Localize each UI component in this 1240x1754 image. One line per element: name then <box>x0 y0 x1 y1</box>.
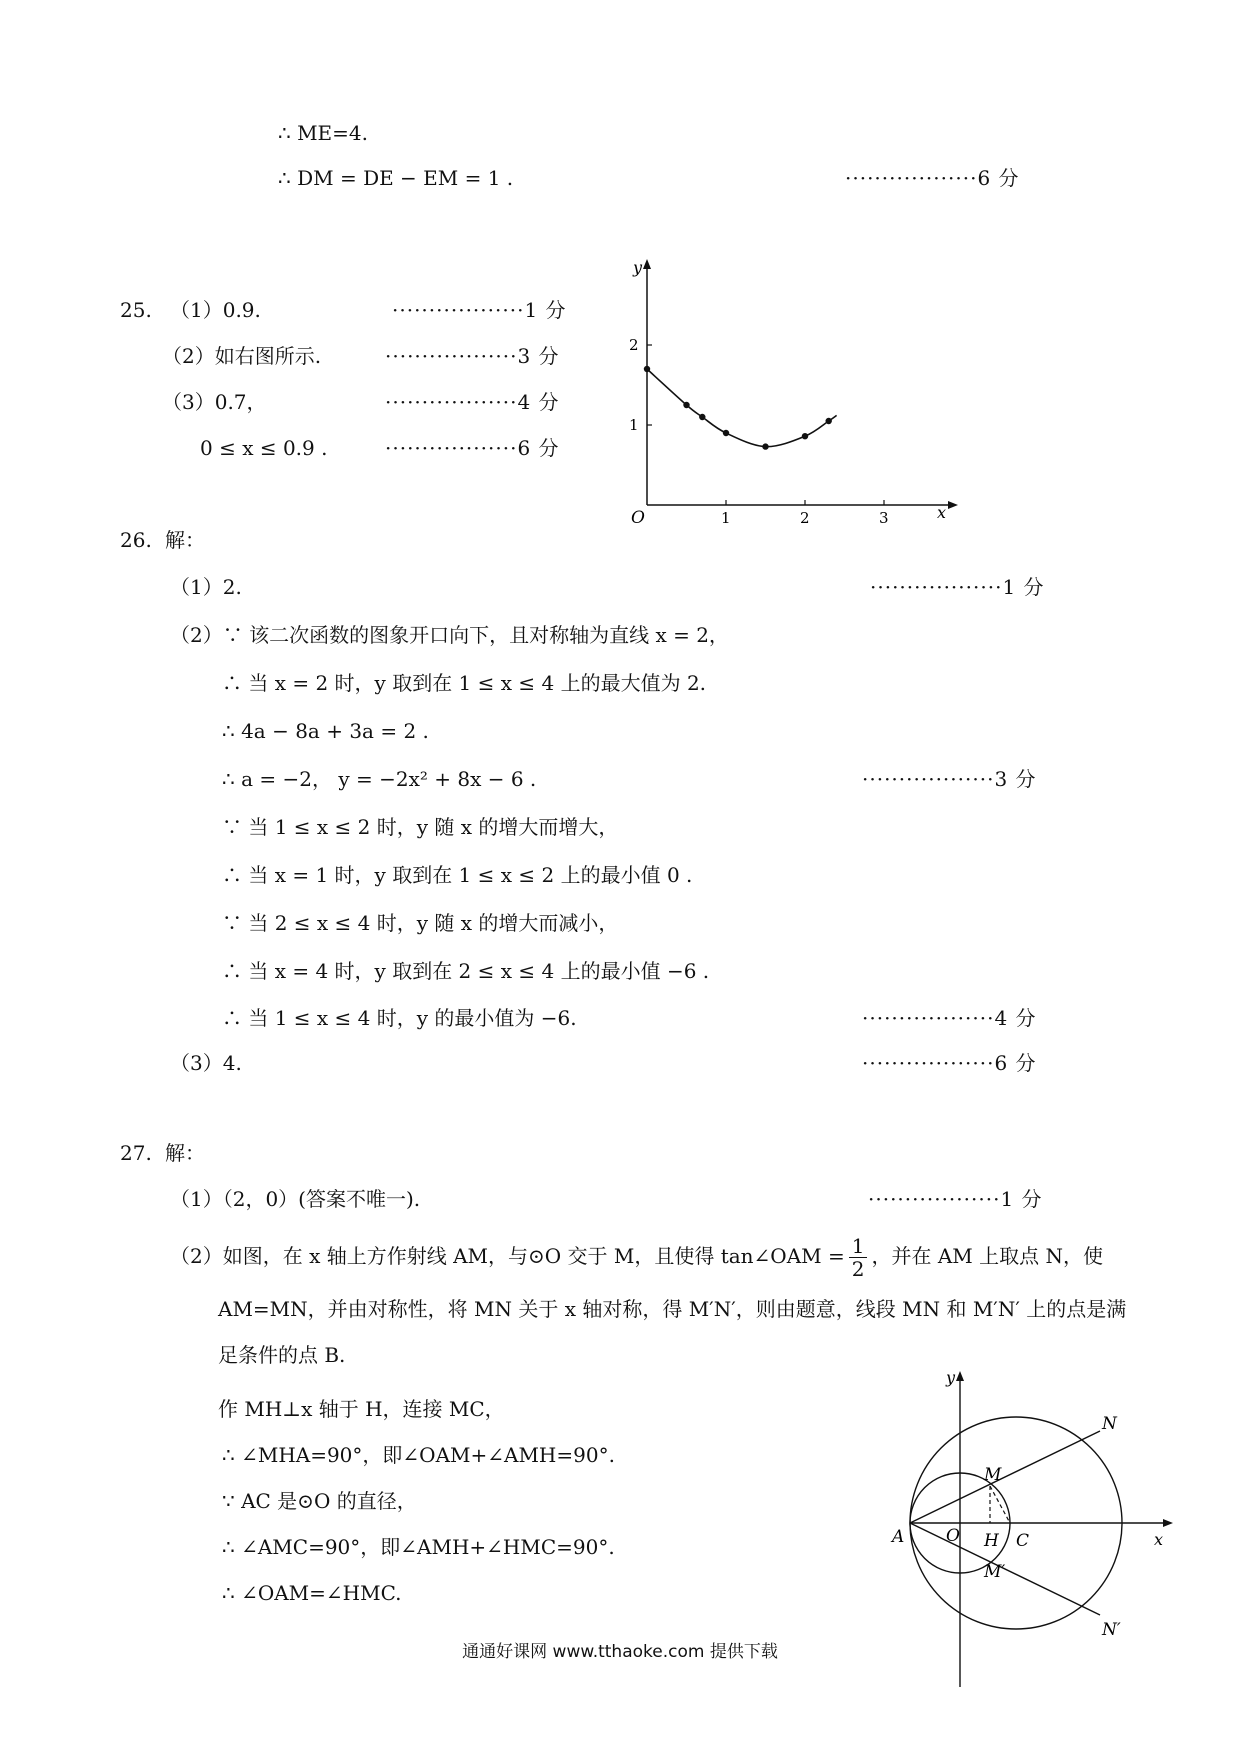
q25-item-4: 0 ≤ x ≤ 0.9 . <box>200 436 328 460</box>
score-dots: ·················· <box>385 390 518 414</box>
score-dots: ·················· <box>862 1006 995 1030</box>
prev-score <box>845 165 1020 191</box>
data-point <box>683 402 689 408</box>
q26-line-8: ∴ 当 x = 4 时，y 取到在 2 ≤ x ≤ 4 上的最小值 −6 . <box>222 959 710 983</box>
q27-line-5: ∴ ∠OAM=∠HMC. <box>222 1581 402 1605</box>
score-value: 1 分 <box>1000 1187 1043 1211</box>
x-axis-label: x <box>937 503 947 522</box>
q25-score-2 <box>385 343 560 369</box>
q26-label: 26. <box>120 528 152 552</box>
q26-line-4: ∴ a = −2， y = −2x² + 8x − 6 . <box>222 767 537 791</box>
data-point <box>644 366 650 372</box>
q27-label: 27. <box>120 1141 152 1165</box>
q26-score-1 <box>870 574 1045 600</box>
q27-part-2-line-2: AM=MN，并由对称性，将 MN 关于 x 轴对称，得 M′N′，则由题意，线段 MN 和 M′N′ 上的点是满 <box>218 1297 1127 1321</box>
q25-score-3 <box>385 389 560 415</box>
label-y: y <box>946 1368 956 1387</box>
y-axis-label: y <box>633 258 643 277</box>
data-point <box>826 418 832 424</box>
q26-score-3 <box>862 766 1037 792</box>
q27-text-b: ，并在 AM 上取点 N，使 <box>871 1244 1103 1268</box>
q27-line-3: ∵ AC 是⊙O 的直径， <box>222 1489 417 1513</box>
score-dots: ·················· <box>385 344 518 368</box>
y-axis-arrow <box>956 1371 964 1381</box>
data-point <box>762 443 768 449</box>
ray-a-n <box>910 1431 1100 1523</box>
score-value: 3 分 <box>517 344 560 368</box>
score-dots: ·················· <box>385 436 518 460</box>
score-dots: ·················· <box>392 298 525 322</box>
label-n-prime: N′ <box>1102 1620 1121 1640</box>
q26-line-2: ∴ 当 x = 2 时，y 取到在 1 ≤ x ≤ 4 上的最大值为 2. <box>222 671 707 695</box>
data-point <box>699 414 705 420</box>
score-value: 4 分 <box>994 1006 1037 1030</box>
score-value: 4 分 <box>517 390 560 414</box>
q27-part-2-line-1 <box>170 1230 1103 1282</box>
prev-line-1: ∴ ME=4. <box>278 121 368 145</box>
fraction-numerator: 1 <box>849 1235 868 1258</box>
score-value: 3 分 <box>994 767 1037 791</box>
label-a: A <box>892 1527 905 1547</box>
x-tick-label: 1 <box>721 509 731 525</box>
q27-text-a: （2）如图，在 x 轴上方作射线 AM，与⊙O 交于 M，且使得 tan∠OAM = <box>170 1244 845 1268</box>
origin-label: O <box>631 508 645 525</box>
x-tick-label: 3 <box>879 509 889 525</box>
q25-score-4 <box>385 435 560 461</box>
y-tick-label: 1 <box>629 416 639 434</box>
score-dots: ·················· <box>868 1187 1001 1211</box>
q27-head: 解： <box>165 1141 205 1165</box>
score-value: 6 分 <box>977 166 1020 190</box>
q25-item-2: （2）如右图所示. <box>162 344 322 368</box>
x-tick-label: 2 <box>800 509 810 525</box>
score-dots: ·················· <box>845 166 978 190</box>
data-point <box>802 433 808 439</box>
q27-line-2: ∴ ∠MHA=90°，即∠OAM+∠AMH=90°. <box>222 1443 615 1467</box>
q26-line-3: ∴ 4a − 8a + 3a = 2 . <box>222 719 429 743</box>
q25-score-1 <box>392 297 567 323</box>
label-h: H <box>984 1531 999 1551</box>
q25-chart <box>615 255 960 525</box>
q26-part-3: （3）4. <box>170 1051 242 1075</box>
q27-part-2-line-3: 足条件的点 B. <box>218 1343 346 1367</box>
series-curve <box>647 369 837 447</box>
label-c: C <box>1016 1531 1030 1551</box>
score-value: 6 分 <box>517 436 560 460</box>
q26-line-1: （2）∵ 该二次函数的图象开口向下，且对称轴为直线 x = 2， <box>170 623 729 647</box>
q26-part-1: （1）2. <box>170 575 242 599</box>
score-dots: ·················· <box>870 575 1003 599</box>
score-value: 1 分 <box>524 298 567 322</box>
prev-line-2: ∴ DM = DE − EM = 1 . <box>278 166 514 190</box>
q26-score-4 <box>862 1005 1037 1031</box>
q25-item-3: （3）0.7， <box>162 390 267 414</box>
label-m-prime: M′ <box>984 1562 1006 1582</box>
q27-part-1: （1）（2，0）(答案不唯一). <box>170 1187 421 1211</box>
q25-item-1: （1）0.9. <box>170 298 261 322</box>
q27-score-1 <box>868 1186 1043 1212</box>
score-dots: ·················· <box>862 1051 995 1075</box>
x-axis-arrow <box>1163 1519 1173 1527</box>
label-x: x <box>1154 1530 1164 1549</box>
label-m: M <box>984 1465 1002 1485</box>
q27-line-4: ∴ ∠AMC=90°，即∠AMH+∠HMC=90°. <box>222 1535 615 1559</box>
q26-line-9: ∴ 当 1 ≤ x ≤ 4 时，y 的最小值为 −6. <box>222 1006 577 1030</box>
q26-score-6 <box>862 1050 1037 1076</box>
page-footer: 通通好课网 www.tthaoke.com 提供下载 <box>462 1642 778 1662</box>
q26-line-7: ∵ 当 2 ≤ x ≤ 4 时，y 随 x 的增大而减小， <box>222 911 619 935</box>
q27-line-1: 作 MH⊥x 轴于 H，连接 MC， <box>218 1397 505 1421</box>
x-axis-arrow <box>948 501 958 509</box>
score-value: 6 分 <box>994 1051 1037 1075</box>
q26-line-6: ∴ 当 x = 1 时，y 取到在 1 ≤ x ≤ 2 上的最小值 0 . <box>222 863 693 887</box>
q26-line-5: ∵ 当 1 ≤ x ≤ 2 时，y 随 x 的增大而增大， <box>222 815 619 839</box>
score-value: 1 分 <box>1002 575 1045 599</box>
label-o: O <box>946 1526 960 1546</box>
data-point <box>723 430 729 436</box>
fraction-one-half <box>849 1235 868 1280</box>
label-n: N <box>1102 1414 1117 1434</box>
score-dots: ·················· <box>862 767 995 791</box>
q26-head: 解： <box>165 528 205 552</box>
fraction-denominator: 2 <box>851 1257 865 1281</box>
q25-label: 25. <box>120 298 152 322</box>
y-axis-arrow <box>643 259 651 269</box>
y-tick-label: 2 <box>629 336 639 354</box>
